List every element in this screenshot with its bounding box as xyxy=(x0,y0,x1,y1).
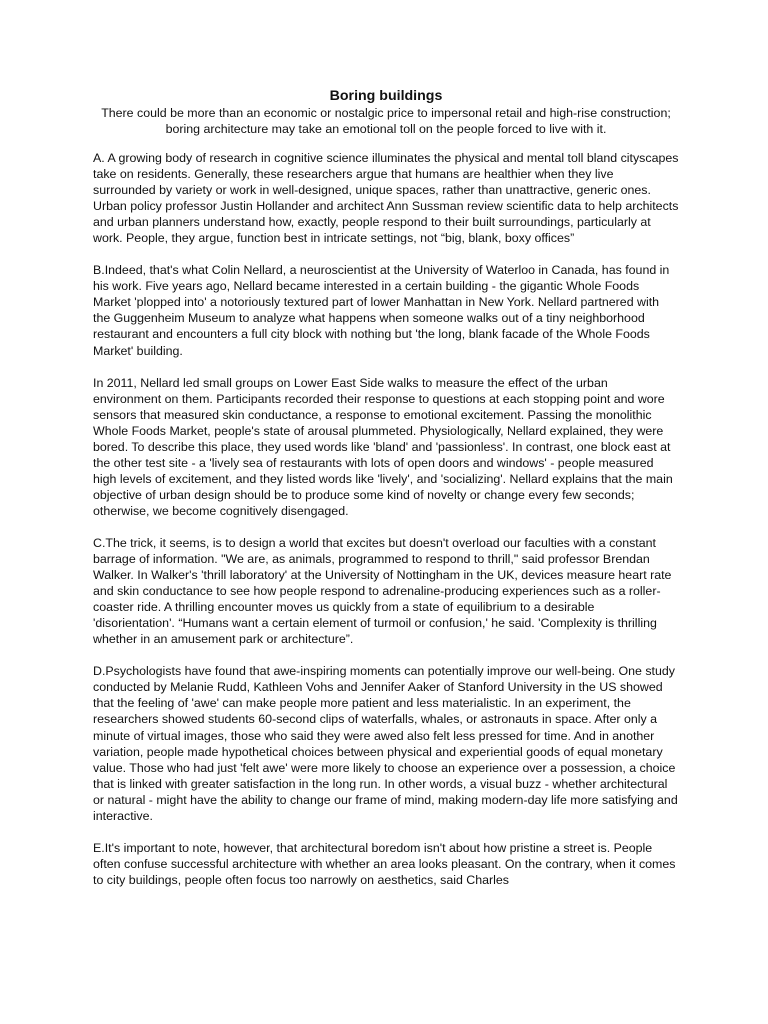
paragraph-b-continued: In 2011, Nellard led small groups on Lower East Side walks to measure the effect of the urban environment on them. Participants recorded their response to questions at each stopping point and wore sensors that measured skin conductance, a response to emotional excitement. Passing the monolithic Whole Foods Market, people's state of arousal plummeted. Physiologically, Nellard explained, they were bored. To describe this place, they used words like 'bland' and 'passionless'. In contrast, one block east at the other test site - a 'lively sea of restaurants with lots of open doors and windows' - people measured high levels of excitement, and they listed words like 'lively', and 'socializing'. Nellard explains that the main objective of urban design should be to produce some kind of novelty or change every few seconds; otherwise, we become cognitively disengaged. xyxy=(93,375,673,518)
paragraph-b: B.Indeed, that's what Colin Nellard, a neuroscientist at the University of Waterloo in Canada, has found in his work. Five years ago, Nellard became interested in a certain building - the gigantic Whole Foods Market 'plopped into' a notoriously textured part of lower Manhattan in New York. Nellard partnered with the Guggenheim Museum to analyze what happens when someone walks out of a tiny neighborhood restaurant and encounters a full city block with nothing but 'the long, blank facade of the Whole Foods Market' building. xyxy=(93,263,670,358)
document-title: Boring buildings xyxy=(329,88,443,104)
paragraph-c: C.The trick, it seems, is to design a world that excites but doesn't overload our faculties with a constant barrage of information. "We are, as animals, programmed to respond to thrill," said professor Brendan Walker. In Walker's 'thrill laboratory' at the University of Nottingham in the UK, devices measure heart rate and skin conductance to see how people respond to adrenaline-producing experiences such as a roller-coaster ride. A thrilling encounter moves us quickly from a state of equilibrium to a desirable 'disorientation'. “Humans want a certain element of turmoil or confusion,' he said. 'Complexity is thrilling whether in an amusement park or architecture”. xyxy=(93,535,672,647)
paragraph-a: A. A growing body of research in cognitive science illuminates the physical and mental toll bland cityscapes take on residents. Generally, these researchers argue that humans are healthier when they live surrounded by variety or work in well-designed, unique spaces, rather than unattractive, generic ones. Urban policy professor Justin Hollander and architect Ann Sussman review scientific data to help architects and urban planners understand how, exactly, people respond to their built surroundings, particularly at work. People, they argue, function best in intricate settings, not “big, blank, boxy offices” xyxy=(93,151,679,246)
paragraph-d: D.Psychologists have found that awe-inspiring moments can potentially improve our well-being. One study conducted by Melanie Rudd, Kathleen Vohs and Jennifer Aaker of Stanford University in the US showed that the feeling of 'awe' can make people more patient and less materialistic. In an experiment, the researchers showed students 60-second clips of waterfalls, whales, or astronauts in space. After only a minute of virtual images, those who said they were awed also felt less pressed for time. And in another variation, people made hypothetical choices between physical and experiential goods of equal monetary value. Those who had just 'felt awe' were more likely to choose an experience over a possession, a choice that is linked with greater satisfaction in the long run. In other words, a visual buzz - whether architectural or natural - might have the ability to change our frame of mind, making modern-day life more satisfying and interactive. xyxy=(93,664,678,823)
paragraph-e: E.It's important to note, however, that architectural boredom isn't about how pristine a street is. People often confuse successful architecture with whether an area looks pleasant. On the contrary, when it comes to city buildings, people often focus too narrowly on aesthetics, said Charles xyxy=(93,840,676,887)
document-page xyxy=(93,87,679,888)
document-subtitle: There could be more than an economic or nostalgic price to impersonal retail and high-rise construction; boring architecture may take an emotional toll on the people forced to live with it. xyxy=(101,106,671,136)
